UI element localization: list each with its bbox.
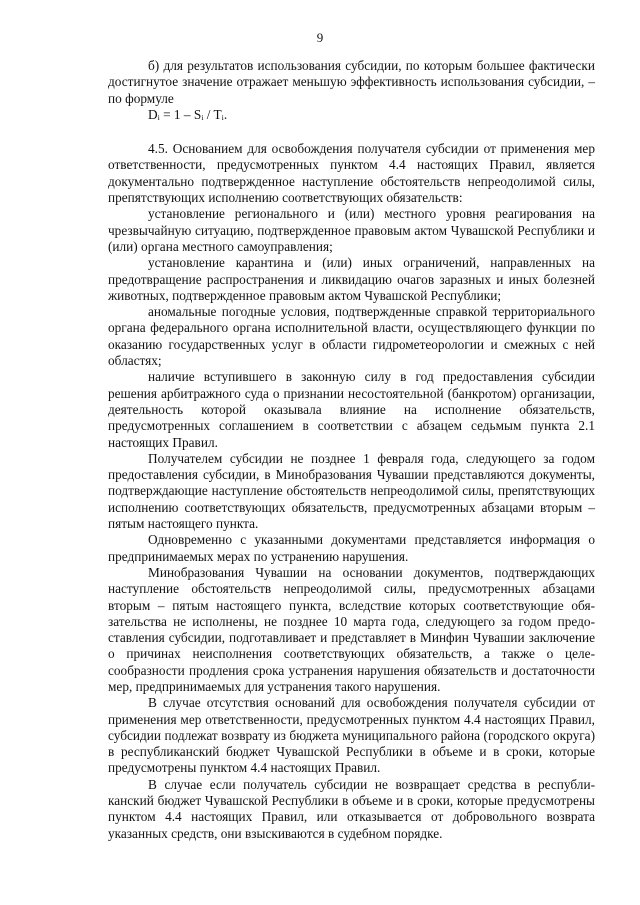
paragraph-gap <box>108 123 595 141</box>
paragraph-quarantine: установление карантина и (или) иных ограничений, направленных на предотвращение распространения и ликвидацию очагов заразных и иных болезней животных, подтвержденное правовым актом Чувашской Республики; <box>108 255 595 303</box>
page-number: 9 <box>316 30 324 45</box>
paragraph-regional-emergency: установление регионального и (или) местного уровня реагирования на чрезвычайную ситуацию, подтвержденное правовым актом Чувашской Республики и (или) органа местного самоуправления; <box>108 206 595 254</box>
paragraph-court-recovery: В случае если получатель субсидии не возвращает средства в республиканский бюджет Чувашской Республики в объеме и в сроки, которые предусмотрены пунктом 4.4 настоящих Правил, или отказывается от добровольного возврата указанных средств, они взыскиваются в судебном порядке. <box>108 776 595 841</box>
paragraph-measures-info: Одновременно с указанными документами представляется информация о предпринимаемых мерах по устранению нарушения. <box>108 532 595 564</box>
formula-d-i: Dᵢ = 1 – Sᵢ / Tᵢ. <box>148 106 228 122</box>
paragraph-refund: В случае отсутствия оснований для освобождения получателя субсидии от применения мер ответственности, предусмотренных пунктом 4.4 настоящих Правил, субсидии подлежат возврату из бюджета муниципального района (городского округа) в республиканский бюджет Чувашской Республики в объеме и в сроки, которые предусмотрены пунктом 4.4 настоящих Правил. <box>108 695 595 776</box>
paragraph-documents-deadline: Получателем субсидии не позднее 1 февраля года, следующего за годом предоставления субсидии, в Минобразования Чувашии представляются документы, подтверждающие наступление обстоятельств непреодолимой силы, препятствующих исполнению соответствующих обязательств, предусмотренных абзацами вторым – пятым настоящего пункта. <box>108 450 595 532</box>
paragraph-4-5: 4.5. Основанием для освобождения получателя субсидии от применения мер ответственности, предусмотренных пунктом 4.4 настоящих Правил, является документально подтвержденное наступление обстоятельств непреодолимой силы, препятствующих исполнению соответствующих обязательств: <box>108 141 595 206</box>
paragraph-bankruptcy: наличие вступившего в законную силу в год предоставления субсидии решения арбитражного суда о признании несостоятельной (банкротом) организации, деятельность которой оказывала влияние на исполнение обязательств, предусмотренных соглашением в соответствии с абзацем седьмым пункта 2.1 настоящих Правил. <box>108 369 595 450</box>
document-body <box>108 58 595 842</box>
paragraph-ministry-conclusion: Минобразования Чувашии на основании документов, подтверждающих наступление обстоятельств непреодолимой силы, предусмотренных абзацами вторым – пятым настоящего пункта, вследствие которых соответствующие обязательства не исполнены, не позднее 10 марта года, следующего за годом предоставления субсидии, подготавливает и представляет в Минфин Чувашии заключение о причинах неисполнения соответствующих обязательств, а также о целесообразности продления срока устранения нарушения обязательств и достаточности мер, предпринимаемых для устранения такого нарушения. <box>108 564 595 694</box>
paragraph-b-formula-intro: б) для результатов использования субсидии, по которым большее фактически достигнутое значение отражает меньшую эффективность использования субсидии, – по формуле <box>108 58 595 106</box>
paragraph-weather: аномальные погодные условия, подтвержденные справкой территориального органа федерального органа исполнительной власти, осуществляющего функции по оказанию государственных услуг в области гидрометеорологии и смежных с ней областях; <box>108 304 595 369</box>
